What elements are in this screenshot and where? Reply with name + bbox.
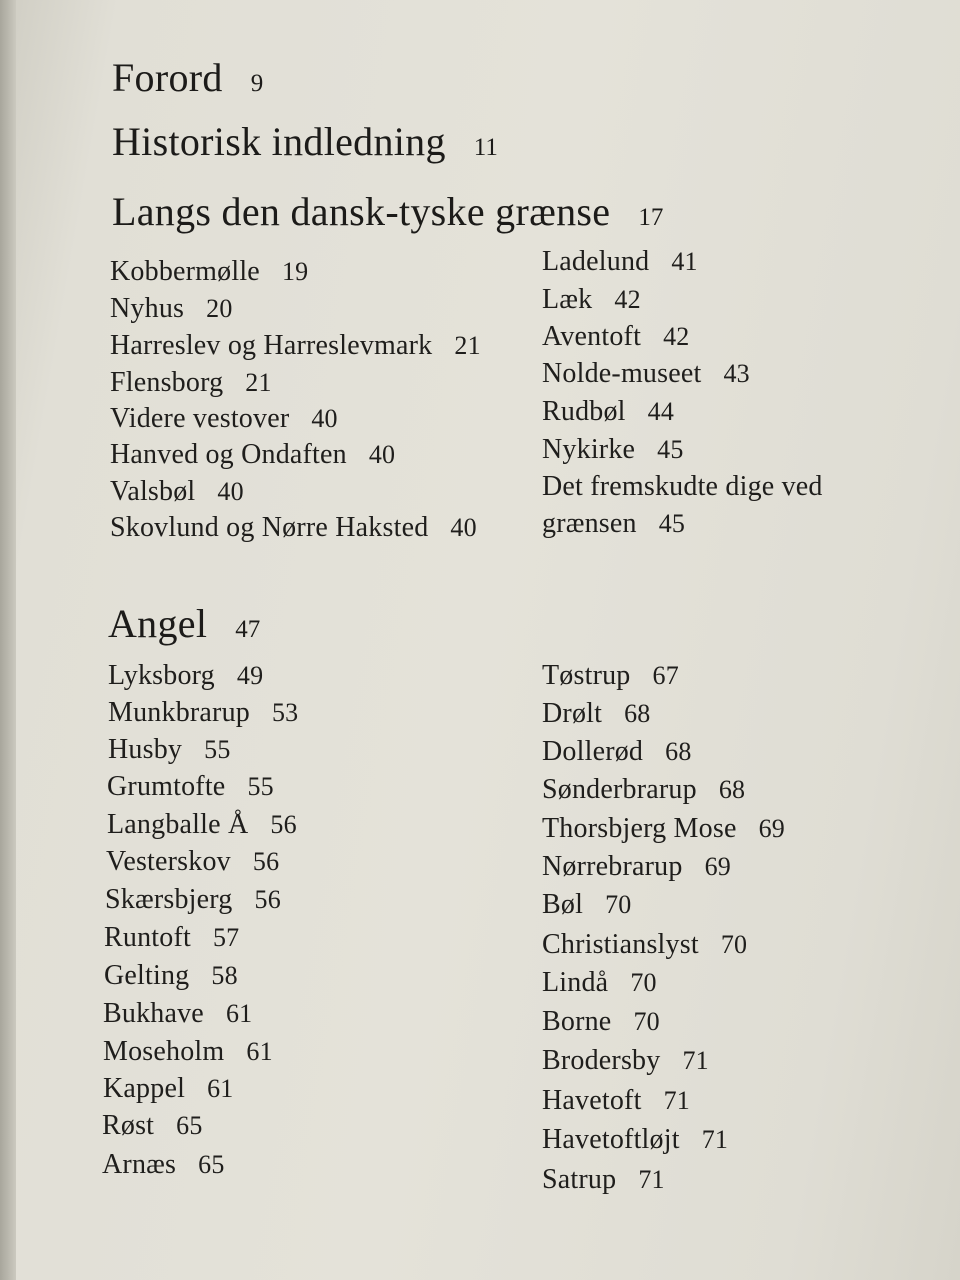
toc-entry: Bøl 70 — [542, 889, 632, 920]
toc-entry: grænsen 45 — [542, 508, 686, 539]
heading-page-number: 11 — [473, 134, 498, 161]
toc-entry: Videre vestover 40 — [110, 403, 338, 434]
toc-entry: Vesterskov 56 — [106, 846, 280, 877]
heading-label: Langs den dansk-tyske grænse — [112, 189, 611, 234]
toc-entry: Bukhave 61 — [103, 998, 253, 1029]
heading-forord — [112, 54, 263, 101]
toc-entry: Moseholm 61 — [103, 1036, 273, 1067]
toc-entry: Sønderbrarup 68 — [542, 774, 746, 805]
heading-historisk-indledning — [112, 118, 498, 165]
toc-entry: Lyksborg 49 — [108, 660, 264, 691]
toc-entry: Havetoft 71 — [542, 1085, 690, 1116]
toc-entry: Christianslyst 70 — [542, 929, 748, 960]
heading-page-number: 47 — [235, 616, 261, 643]
toc-entry: Ladelund 41 — [542, 246, 698, 277]
toc-entry: Satrup 71 — [542, 1164, 665, 1195]
heading-page-number: 9 — [250, 70, 264, 97]
toc-entry: Flensborg 21 — [110, 367, 272, 398]
toc-entry: Havetoftløjt 71 — [542, 1124, 729, 1155]
toc-entry: Rudbøl 44 — [542, 396, 675, 427]
heading-label: Angel — [108, 601, 208, 646]
toc-entry: Nørrebrarup 69 — [542, 851, 731, 882]
toc-entry: Kappel 61 — [103, 1073, 234, 1104]
toc-entry: Drølt 68 — [542, 698, 651, 729]
toc-entry: Borne 70 — [542, 1006, 660, 1037]
toc-entry: Runtoft 57 — [104, 922, 240, 953]
toc-entry: Langballe Å 56 — [107, 809, 297, 840]
toc-entry: Hanved og Ondaften 40 — [110, 439, 396, 470]
toc-entry: Aventoft 42 — [542, 321, 690, 352]
toc-entry: Husby 55 — [108, 734, 231, 765]
toc-entry: Skovlund og Nørre Haksted 40 — [110, 512, 477, 543]
toc-entry: Lindå 70 — [542, 967, 657, 998]
heading-langs-den-dansk-tyske-graense — [112, 188, 663, 235]
toc-entry: Munkbrarup 53 — [108, 697, 299, 728]
toc-entry: Tøstrup 67 — [542, 660, 679, 691]
toc-entry: Brodersby 71 — [542, 1045, 709, 1076]
toc-entry: Kobbermølle 19 — [110, 256, 309, 287]
heading-page-number: 17 — [638, 204, 664, 231]
toc-entry: Dollerød 68 — [542, 736, 692, 767]
toc-entry: Thorsbjerg Mose 69 — [542, 813, 785, 844]
heading-angel — [108, 600, 260, 647]
toc-entry: Det fremskudte dige ved — [542, 471, 823, 502]
heading-label: Forord — [112, 55, 223, 100]
toc-entry: Skærsbjerg 56 — [105, 884, 281, 915]
toc-entry: Gelting 58 — [104, 960, 238, 991]
toc-entry: Arnæs 65 — [102, 1149, 225, 1180]
toc-entry: Røst 65 — [102, 1110, 203, 1141]
heading-label: Historisk indledning — [112, 119, 446, 164]
toc-entry: Harreslev og Harreslevmark 21 — [110, 330, 481, 361]
toc-entry: Læk 42 — [542, 284, 641, 315]
toc-entry: Grumtofte 55 — [107, 771, 274, 802]
toc-entry: Nyhus 20 — [110, 293, 233, 324]
toc-entry: Valsbøl 40 — [110, 476, 244, 507]
toc-entry: Nykirke 45 — [542, 434, 684, 465]
toc-entry: Nolde-museet 43 — [542, 358, 750, 389]
